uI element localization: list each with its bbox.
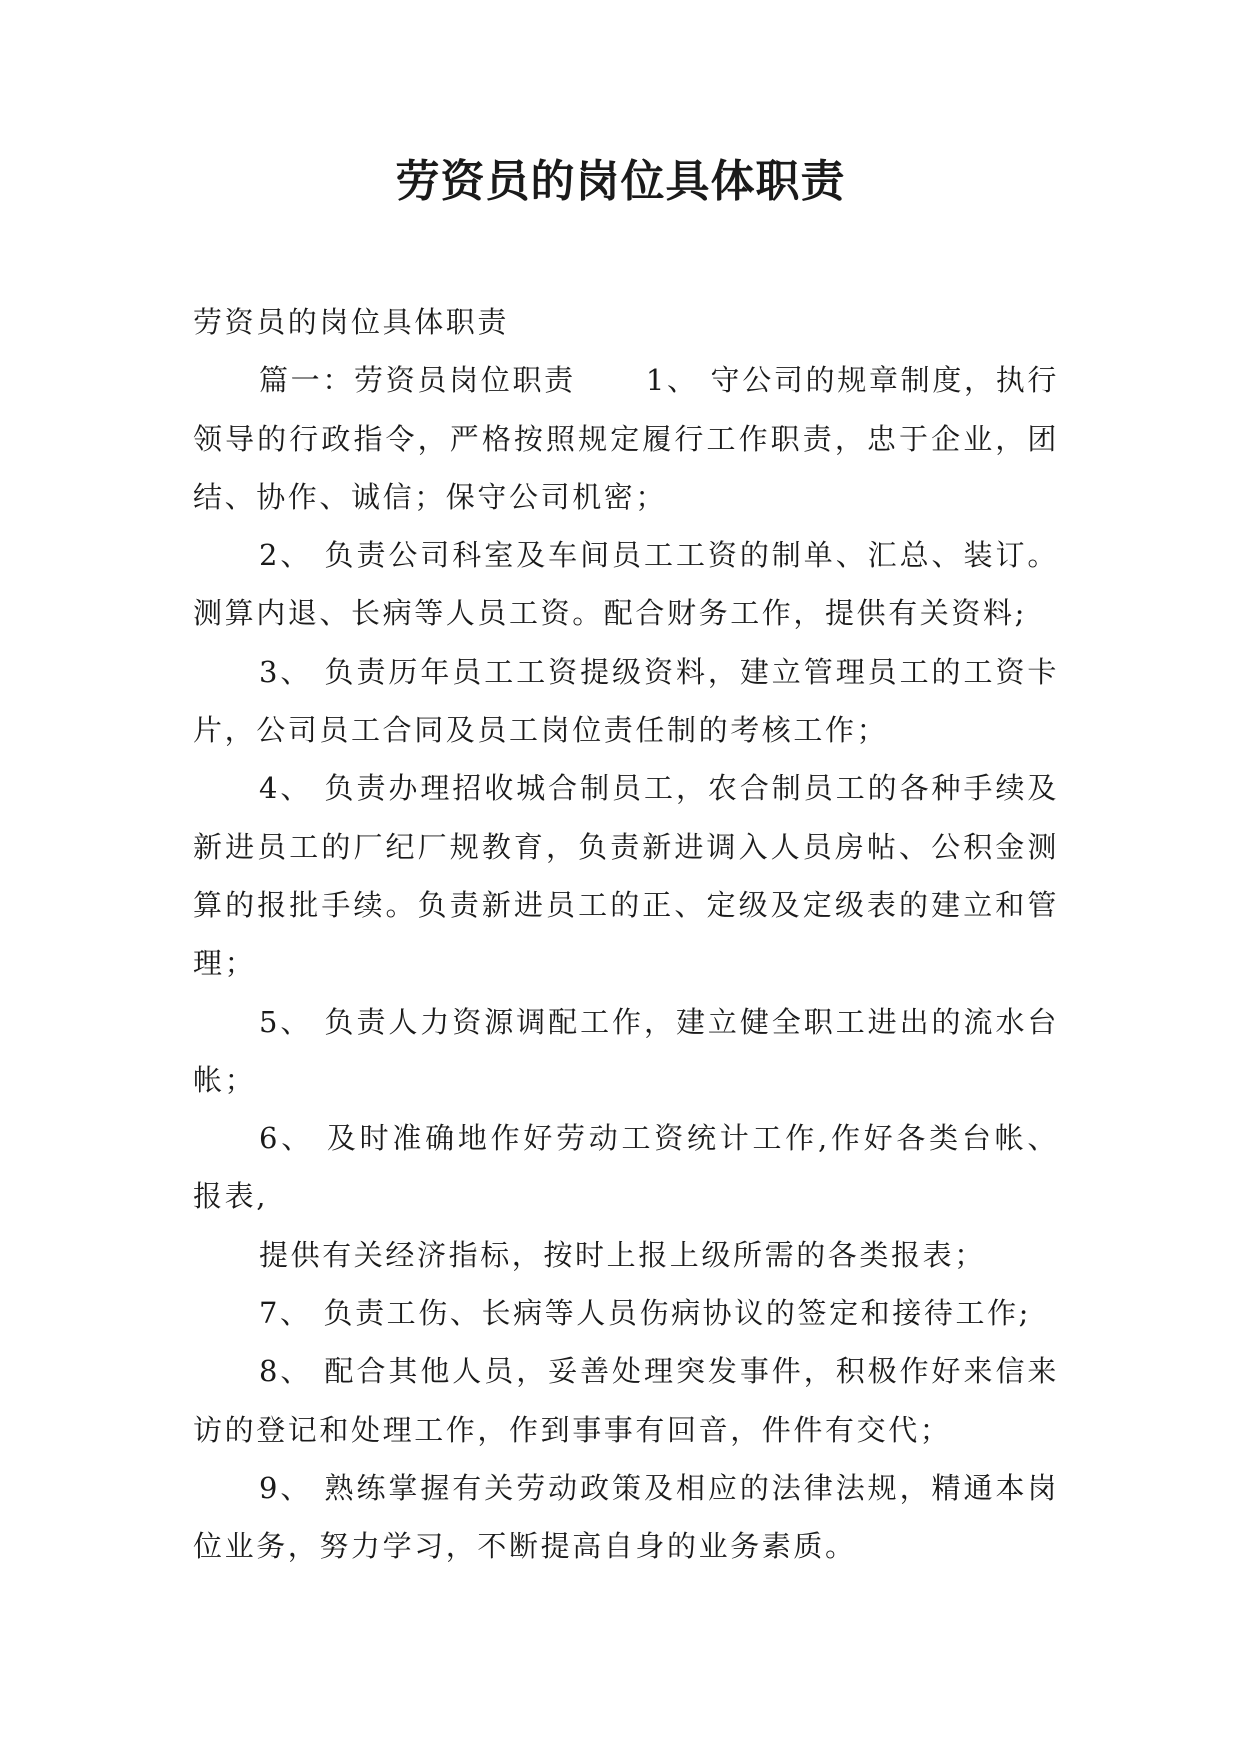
paragraph-2: 2、 负责公司科室及车间员工工资的制单、汇总、装订。测算内退、长病等人员工资。配合财务工作，提供有关资料; [193,538,1059,631]
paragraph-3: 3、 负责历年员工工资提级资料，建立管理员工的工资卡片，公司员工合同及员工岗位责任制的考核工作； [193,654,1059,748]
paragraph-7: 7、 负责工伤、长病等人员伤病协议的签定和接待工作; [259,1296,1032,1331]
paragraph-6: 6、 及时准确地作好劳动工资统计工作,作好各类台帐、报表, [193,1121,1059,1214]
paragraph-5: 5、 负责人力资源调配工作，建立健全职工进出的流水台帐； [193,1004,1059,1097]
paragraph-1-text: 1、 守公司的规章制度，执行领导的行政指令，严格按照规定履行工作职责，忠于企业，团结、协作、诚信；保守公司机密； [193,363,1059,514]
paragraph-4: 4、 负责办理招收城合制员工，农合制员工的各种手续及新进员工的厂纪厂规教育，负责新进调入人员房帖、公积金测算的报批手续。负责新进员工的正、定级及定级表的建立和管理； [193,771,1059,981]
document-body [193,293,1059,1576]
paragraph-6-continued: 提供有关经济指标，按时上报上级所需的各类报表； [259,1237,986,1272]
paragraph-8: 8、 配合其他人员，妥善处理突发事件，积极作好来信来访的登记和处理工作，作到事事有回音，件件有交代； [193,1354,1059,1447]
paragraph-1 [193,351,1059,526]
document-subtitle: 劳资员的岗位具体职责 [193,305,510,339]
document-title: 劳资员的岗位具体职责 [395,156,846,207]
section-heading: 篇一：劳资员岗位职责 [259,363,576,398]
paragraph-9: 9、 熟练掌握有关劳动政策及相应的法律法规，精通本岗位业务，努力学习，不断提高自身的业务素质。 [193,1470,1059,1564]
